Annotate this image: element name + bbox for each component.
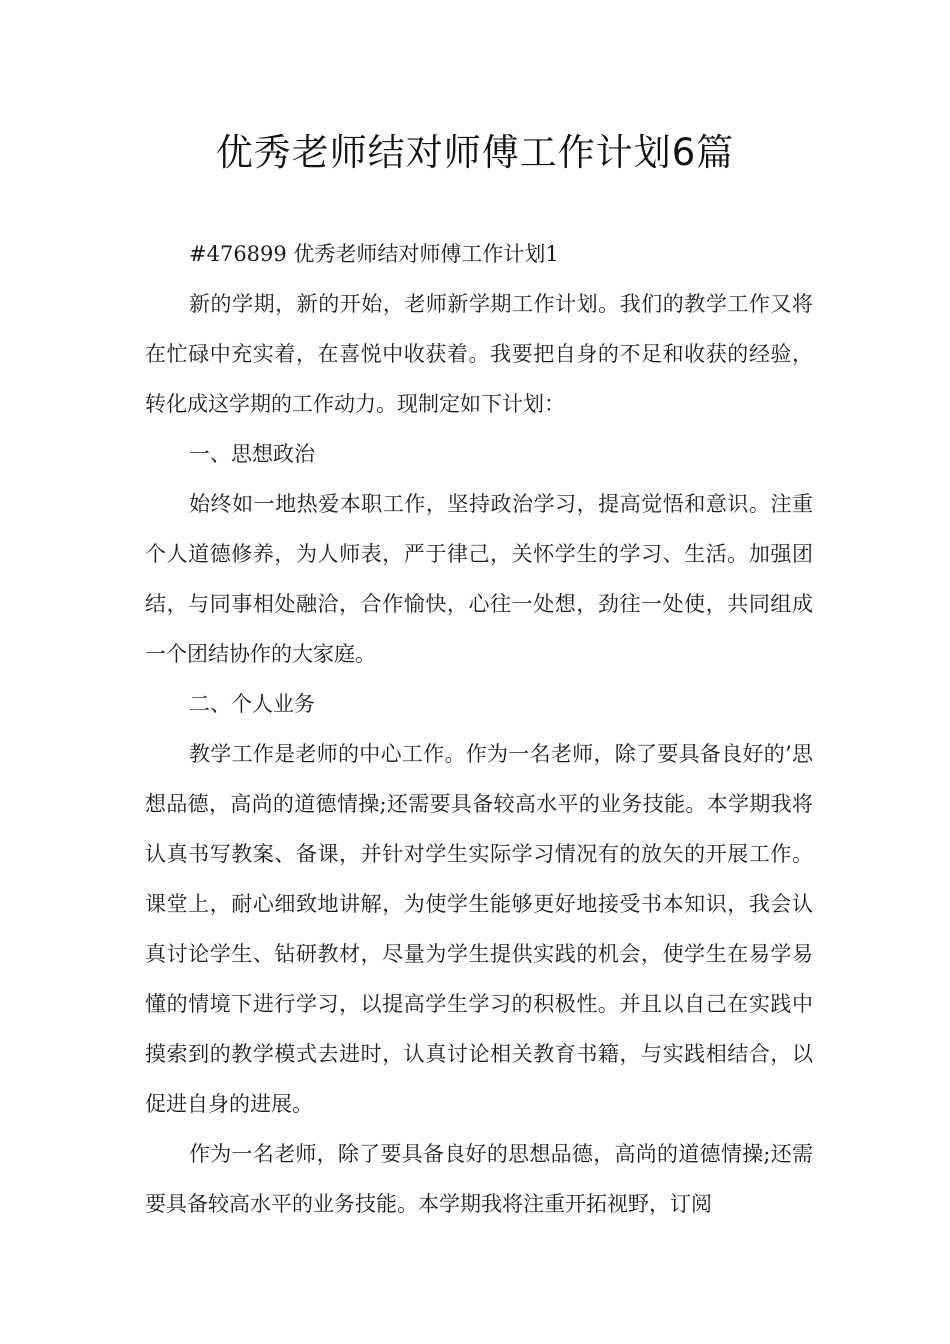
document-body <box>145 229 813 1229</box>
paragraph-section-heading: #476899 优秀老师结对师傅工作计划1 <box>189 242 559 266</box>
paragraph-teacher-skills: 作为一名老师，除了要具备良好的思想品德，高尚的道德情操;还需要具备较高水平的业务技能。本学期我将注重开拓视野，订阅 <box>145 1142 813 1216</box>
paragraph-intro: 新的学期，新的开始，老师新学期工作计划。我们的教学工作又将在忙碌中充实着，在喜悦中收获着。我要把自身的不足和收获的经验，转化成这学期的工作动力。现制定如下计划： <box>145 292 813 416</box>
paragraph-teaching-work: 教学工作是老师的中心工作。作为一名老师，除了要具备良好的’思想品德，高尚的道德情操;还需要具备较高水平的业务技能。本学期我将认真书写教案、备课，并针对学生实际学习情况有的放矢的开展工作。课堂上，耐心细致地讲解，为使学生能够更好地接受书本知识，我会认真讨论学生、钻研教材，尽量为学生提供实践的机会，使学生在易学易懂的情境下进行学习，以提高学生学习的积极性。并且以自己在实践中摸索到的教学模式去进时，认真讨论相关教育书籍，与实践相结合，以促进自身的进展。 <box>145 742 813 1116</box>
document-title: 优秀老师结对师傅工作计划6篇 <box>215 131 735 174</box>
heading-personal-business: 二、个人业务 <box>189 692 315 716</box>
heading-ideology-politics: 一、思想政治 <box>189 442 315 466</box>
paragraph-ideology-politics: 始终如一地热爱本职工作，坚持政治学习，提高觉悟和意识。注重个人道德修养，为人师表，严于律己，关怀学生的学习、生活。加强团结，与同事相处融洽，合作愉快，心往一处想，劲往一处使，共同组成一个团结协作的大家庭。 <box>145 492 813 666</box>
